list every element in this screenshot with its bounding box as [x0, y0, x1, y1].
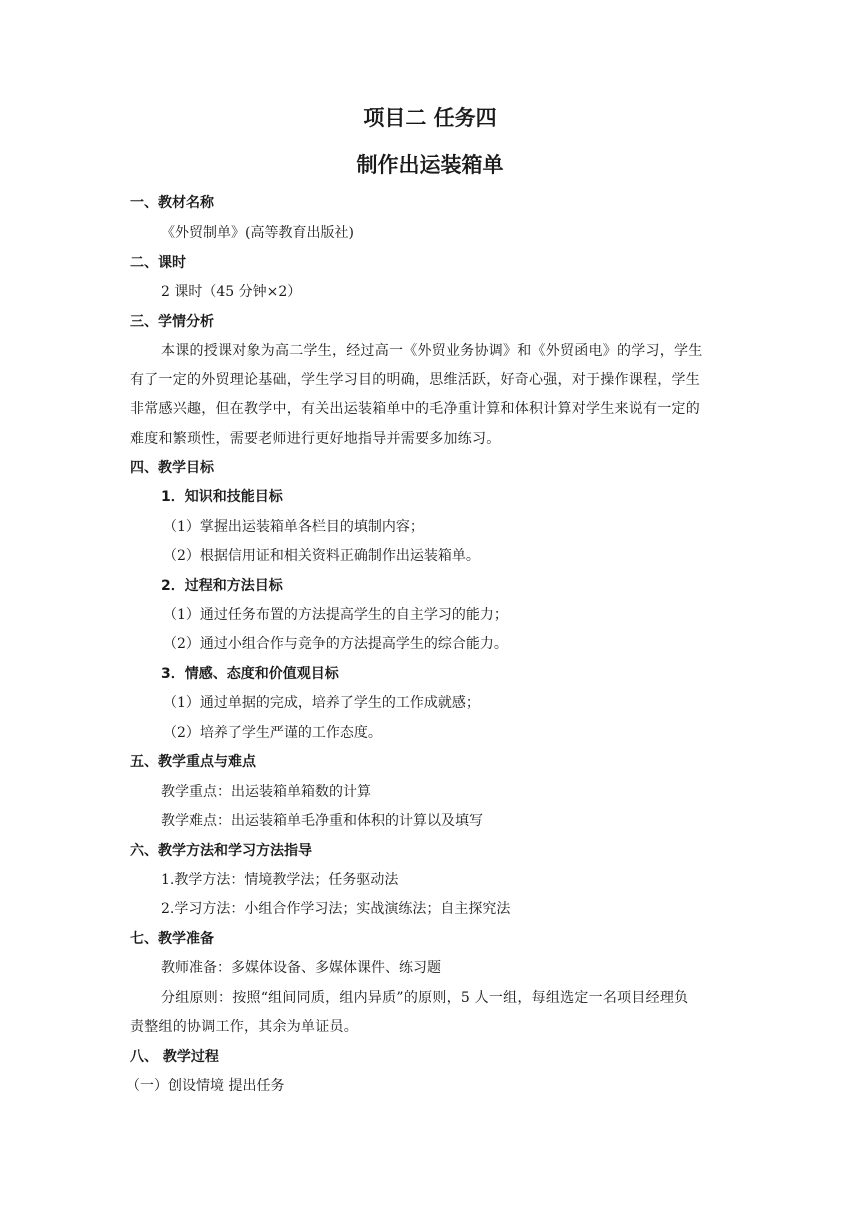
list-item: （2）根据信用证和相关资料正确制作出运装箱单。: [163, 548, 480, 564]
section-heading-materials: 一、教材名称: [130, 195, 214, 211]
subheading-emotion-values: 3．情感、态度和价值观目标: [161, 666, 339, 682]
materials-text: 《外贸制单》(高等教育出版社): [161, 225, 354, 241]
key-point-line: 教学重点：出运装箱单箱数的计算: [161, 784, 371, 800]
subheading-process-methods: 2．过程和方法目标: [161, 578, 283, 594]
list-item: （1）通过单据的完成，培养了学生的工作成就感；: [163, 695, 480, 711]
class-hours-text: 2 课时（45 分钟×2）: [161, 284, 302, 300]
section-heading-methods: 六、教学方法和学习方法指导: [130, 843, 312, 859]
list-item: （1）通过任务布置的方法提高学生的自主学习的能力；: [163, 607, 508, 623]
method-line: 2.学习方法：小组合作学习法；实战演练法；自主探究法: [161, 901, 511, 917]
list-item: （2）通过小组合作与竞争的方法提高学生的综合能力。: [163, 636, 508, 652]
paragraph-line: 本课的授课对象为高二学生，经过高一《外贸业务协调》和《外贸函电》的学习，学生: [161, 343, 703, 359]
section-heading-process: 八、 教学过程: [130, 1049, 219, 1065]
section-heading-class-hours: 二、课时: [130, 255, 186, 271]
grouping-line: 分组原则：按照“组间同质，组内异质”的原则，5 人一组，每组选定一名项目经理负: [161, 990, 689, 1006]
section-heading-objectives: 四、教学目标: [130, 460, 214, 476]
subheading-knowledge-skills: 1．知识和技能目标: [161, 489, 283, 505]
process-subheading: （一）创设情境 提出任务: [126, 1078, 285, 1094]
paragraph-line: 有了一定的外贸理论基础，学生学习目的明确，思维活跃，好奇心强，对于操作课程，学生: [130, 372, 700, 388]
document-title: 项目二 任务四: [363, 106, 497, 130]
list-item: （2）培养了学生严谨的工作态度。: [163, 725, 382, 741]
grouping-line: 责整组的协调工作，其余为单证员。: [130, 1019, 358, 1035]
section-heading-key-points: 五、教学重点与难点: [130, 754, 256, 770]
paragraph-line: 难度和繁琐性，需要老师进行更好地指导并需要多加练习。: [130, 431, 501, 447]
document-subtitle: 制作出运装箱单: [356, 153, 504, 177]
paragraph-line: 非常感兴趣，但在教学中，有关出运装箱单中的毛净重计算和体积计算对学生来说有一定的: [130, 401, 700, 417]
preparation-line: 教师准备：多媒体设备、多媒体课件、练习题: [161, 960, 441, 976]
method-line: 1.教学方法：情境教学法；任务驱动法: [161, 872, 399, 888]
section-heading-student-analysis: 三、学情分析: [130, 314, 214, 330]
list-item: （1）掌握出运装箱单各栏目的填制内容；: [163, 519, 424, 535]
section-heading-preparation: 七、教学准备: [130, 931, 214, 947]
difficulty-line: 教学难点：出运装箱单毛净重和体积的计算以及填写: [161, 813, 483, 829]
